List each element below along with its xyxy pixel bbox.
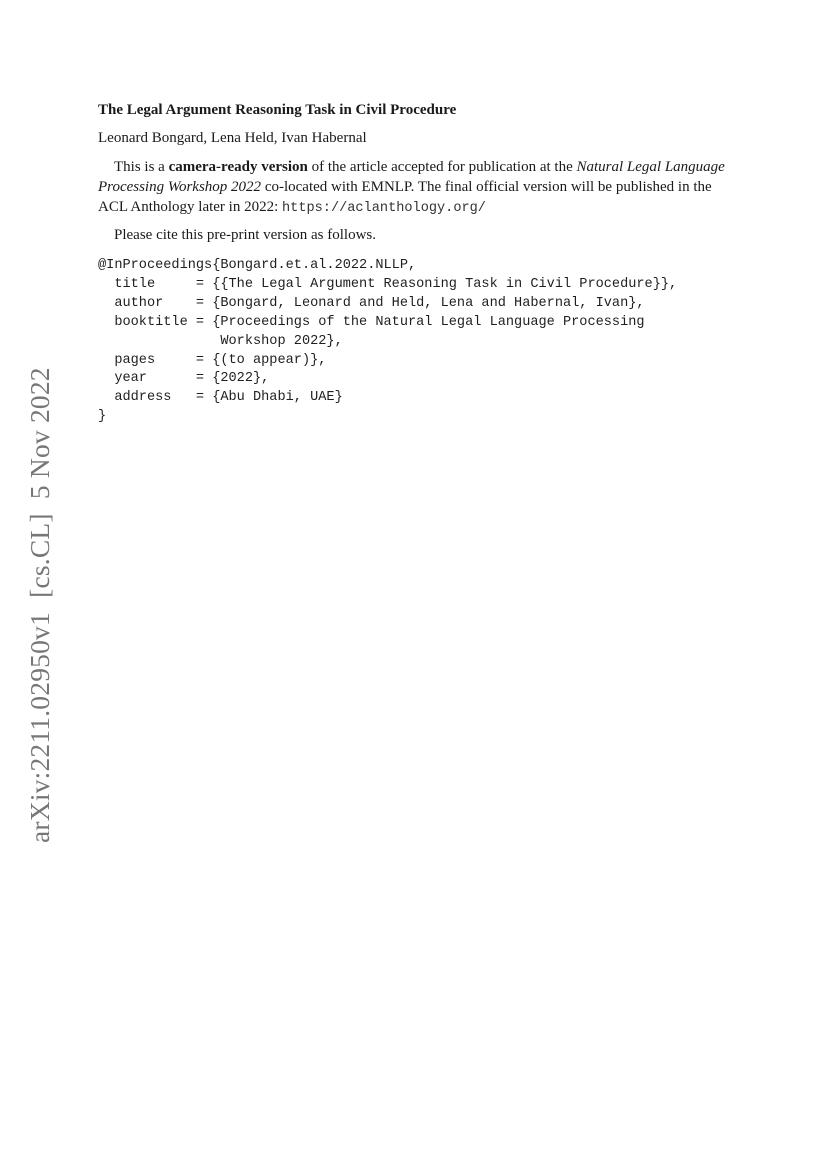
note-post: co-located with EMNLP. The final official version will be published in the ACL Anthology later in 2022: — [98, 179, 712, 215]
note-mid: of the article accepted for publication at the — [307, 159, 577, 175]
note-bold: camera-ready version — [168, 159, 308, 175]
bibtex-line: title = {{The Legal Argument Reasoning Task in Civil Procedure}}, — [98, 276, 678, 292]
bibtex-line: address = {Abu Dhabi, UAE} — [98, 390, 343, 406]
cite-instruction: Please cite this pre-print version as follows. — [114, 227, 377, 243]
bibtex-line: @InProceedings{Bongard.et.al.2022.NLLP, — [98, 258, 417, 273]
bibtex-line: year = {2022}, — [98, 371, 270, 387]
arxiv-stamp: arXiv:2211.02950v1 [cs.CL] 5 Nov 2022 — [24, 367, 55, 843]
bibtex-block — [98, 257, 738, 427]
note-pre: This is a — [114, 159, 169, 175]
camera-ready-note — [98, 157, 738, 219]
paper-title: The Legal Argument Reasoning Task in Civil Procedure — [98, 102, 457, 118]
note-italic: Natural Legal Language Processing Workshop 2022 — [98, 159, 725, 195]
bibtex-line: Workshop 2022}, — [98, 333, 343, 349]
bibtex-line: pages = {(to appear)}, — [98, 352, 327, 368]
bibtex-line: booktitle = {Proceedings of the Natural Legal Language Processing — [98, 314, 645, 330]
bibtex-line: } — [98, 409, 107, 425]
paper-authors: Leonard Bongard, Lena Held, Ivan Habernal — [98, 130, 367, 146]
paper-page — [98, 98, 738, 427]
bibtex-line: author = {Bongard, Leonard and Held, Lena and Habernal, Ivan}, — [98, 295, 645, 311]
anthology-link[interactable]: https://aclanthology.org/ — [282, 201, 486, 216]
